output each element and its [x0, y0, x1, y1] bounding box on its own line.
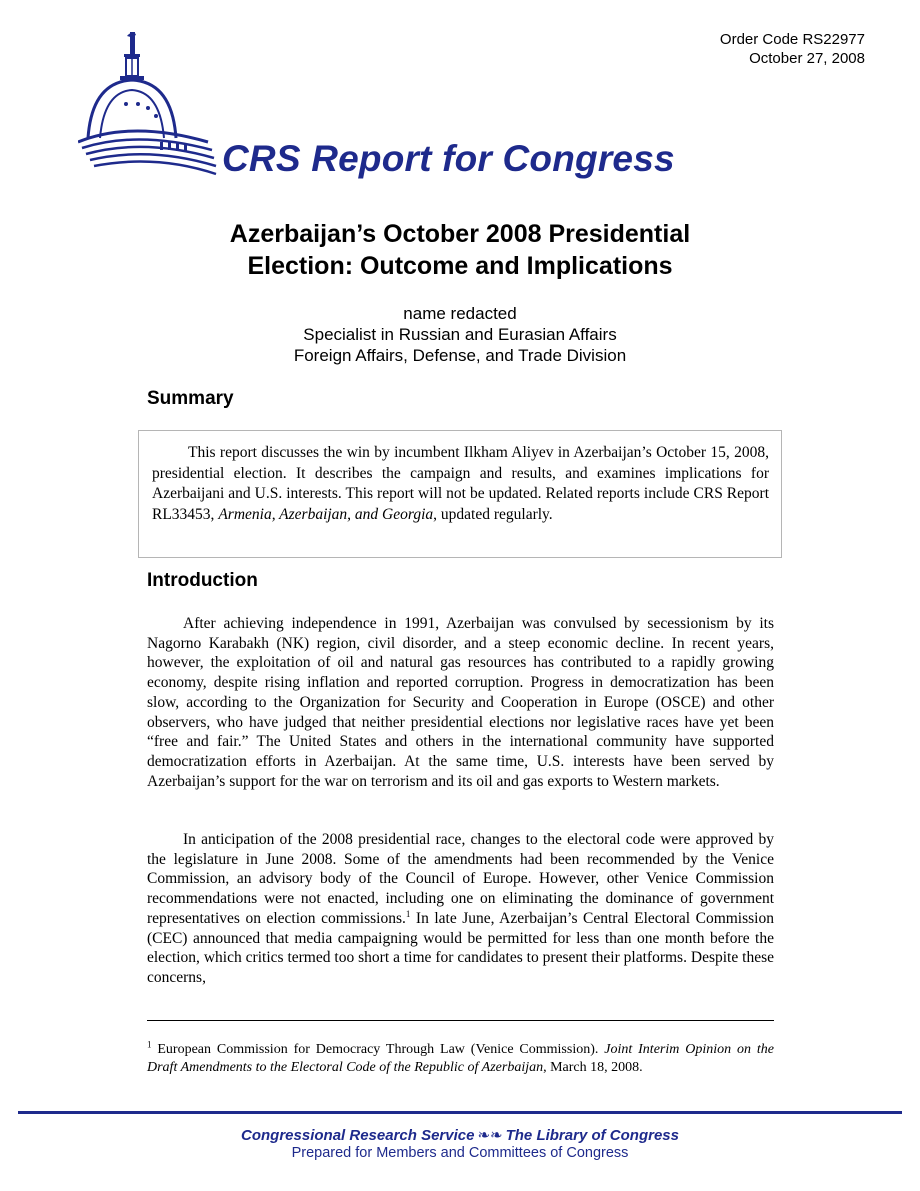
- footer-loc: The Library of Congress: [505, 1127, 679, 1144]
- summary-heading: Summary: [147, 388, 234, 409]
- related-report-title: Armenia, Azerbaijan, and Georgia: [218, 505, 434, 523]
- document-title: [0, 218, 920, 282]
- author-block: [0, 303, 920, 366]
- footnote-citation-title: Joint Interim Opinion on the Draft Amendments to the Electoral Code of the Republic of Azerbaijan: [147, 1042, 774, 1075]
- summary-text: This report discusses the win by incumbent Ilkham Aliyev in Azerbaijan’s October 15, 2008, presidential election. It describes the campaign and results, and examines implications for Azerbaijani and U.S. interests. This report will not be updated. Related reports include CRS Report RL33453, Armenia, Azerbaijan, and Georgia, updated regularly.: [152, 444, 769, 523]
- introduction-heading: Introduction: [147, 570, 258, 591]
- footnote-ref[interactable]: 1: [405, 908, 411, 919]
- footer-prepared-for: Prepared for Members and Committees of Congress: [291, 1145, 629, 1161]
- intro-paragraph-2: In anticipation of the 2008 presidential race, changes to the electoral code were approved by the legislature in June 2008. Some of the amendments had been recommended by the Venice Commission, an advisory body of the Council of Europe. However, other Venice Commission recommendations were not enacted, including one on eliminating the dominance of government representatives on election commissions.$^1$ In late June, Azerbaijan’s Central Electoral Commission (CEC) announced that media campaigning would be permitted for less than one month before the election, which critics termed too short a time for candidates to present their platforms. Despite these concerns,: [147, 831, 774, 986]
- author-division: Foreign Affairs, Defense, and Trade Division: [293, 346, 627, 365]
- order-code: Order Code RS22977: [719, 31, 865, 48]
- footer-crs: Congressional Research Service: [241, 1127, 475, 1144]
- report-banner: CRS Report for Congress: [222, 138, 675, 179]
- footnote-number: 1: [147, 1039, 152, 1050]
- ornament-icon: ❧❧: [477, 1127, 503, 1144]
- footer-publisher: [0, 1126, 920, 1144]
- footer-divider: [18, 1111, 902, 1114]
- summary-box: [138, 430, 782, 558]
- title-line-1: Azerbaijan’s October 2008 Presidential: [229, 220, 691, 248]
- capitol-dome-icon: [78, 30, 218, 185]
- footnote-divider: [147, 1020, 774, 1021]
- order-info: [720, 30, 865, 68]
- author-position: Specialist in Russian and Eurasian Affairs: [303, 325, 617, 344]
- footnote-1: $^1$ European Commission for Democracy Through Law (Venice Commission). Joint Interim Opinion on the Draft Amendments to the Electoral Code of the Republic of Azerbaijan, March 18, 2008.: [147, 1039, 774, 1075]
- title-line-2: Election: Outcome and Implications: [247, 252, 673, 280]
- author-name: name redacted: [403, 304, 517, 323]
- intro-paragraph-1: After achieving independence in 1991, Azerbaijan was convulsed by secessionism by its Nagorno Karabakh (NK) region, civil disorder, and a steep economic decline. In recent years, however, the exploitation of oil and natural gas resources has contributed to a rapidly growing economy, despite rising inflation and reported corruption. Progress in democratization has been slow, according to the Organization for Security and Cooperation in Europe (OSCE) and other observers, who have judged that neither presidential elections nor legislative races have yet been “free and fair.” The United States and others in the international community have supported democratization efforts in Azerbaijan. At the same time, U.S. interests have been served by Azerbaijan’s support for the war on terrorism and its oil and gas exports to Western markets.: [147, 615, 774, 790]
- report-date: October 27, 2008: [749, 50, 865, 67]
